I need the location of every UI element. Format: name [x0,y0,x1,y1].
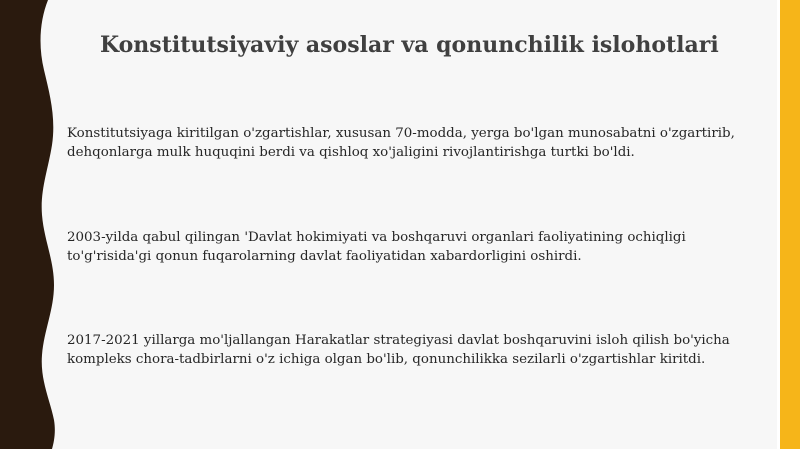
paragraph-constitution-changes: Konstitutsiyaga kiritilgan o'zgartishlar, xususan 70-modda, yerga bo'lgan munosabatni o'zgartirib, dehqonlarga mulk huquqini berdi va qishloq xo'jaligini rivojlantirishga turtki bo'ldi. [67,126,735,160]
paragraph-action-strategy: 2017-2021 yillarga mo'ljallangan Harakatlar strategiyasi davlat boshqaruvini isloh qilish bo'yicha kompleks chora-tadbirlarni o'z ichiga olgan bo'lib, qonunchilikka sezilarli o'zgartishlar kiritdi. [67,333,730,367]
wavy-left-border [0,0,80,449]
right-accent-stripe [780,0,800,449]
paragraph-openness-law: 2003-yilda qabul qilingan 'Davlat hokimiyati va boshqaruvi organlari faoliyatining ochiqligi to'g'risida'gi qonun fuqarolarning davlat faoliyatidan xabardorligini oshirdi. [67,230,686,264]
slide-title: Konstitutsiyaviy asoslar va qonunchilik islohotlari [100,32,719,58]
